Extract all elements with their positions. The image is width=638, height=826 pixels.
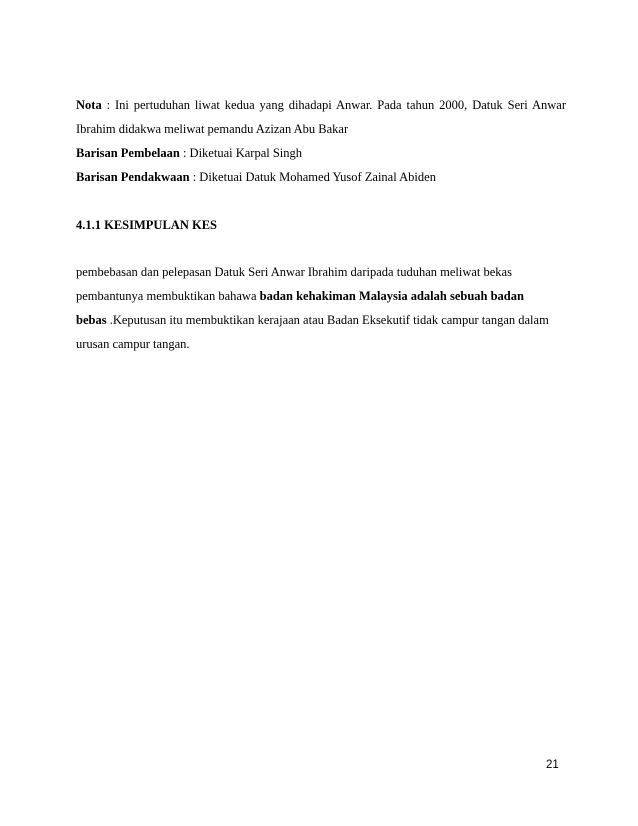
conclusion-line-3 (76, 308, 566, 332)
note-line (76, 93, 566, 117)
page-number: 21 (546, 759, 559, 771)
conclusion-paragraph (76, 260, 566, 356)
prosecution-label: Barisan Pendakwaan (76, 170, 190, 184)
conclusion-line-3-text: .Keputusan itu membuktikan kerajaan atau Badan Eksekutif tidak campur tangan dalam (106, 313, 549, 327)
defence-line (76, 141, 566, 165)
case-note-block (76, 93, 566, 189)
conclusion-emphasis: badan kehakiman Malaysia adalah sebuah badan (259, 289, 524, 303)
conclusion-line-1: pembebasan dan pelepasan Datuk Seri Anwar Ibrahim daripada tuduhan meliwat bekas (76, 265, 512, 279)
conclusion-emphasis-end: bebas (76, 313, 107, 327)
conclusion-line-2 (76, 284, 566, 308)
section-heading: 4.1.1 KESIMPULAN KES (76, 218, 217, 232)
prosecution-line (76, 165, 566, 189)
defence-label: Barisan Pembelaan (76, 146, 180, 160)
defence-text: : Diketuai Karpal Singh (179, 146, 303, 160)
note-label: Nota (76, 98, 102, 112)
note-line-continued: Ibrahim didakwa meliwat pemandu Azizan Abu Bakar (76, 122, 349, 136)
note-text: : Ini pertuduhan liwat kedua yang dihadapi Anwar. Pada tahun 2000, Datuk Seri Anwar (101, 98, 566, 112)
conclusion-line-2-text: pembantunya membuktikan bahawa (76, 289, 260, 303)
conclusion-line-4: urusan campur tangan. (76, 337, 190, 351)
prosecution-text: : Diketuai Datuk Mohamed Yusof Zainal Abiden (189, 170, 436, 184)
